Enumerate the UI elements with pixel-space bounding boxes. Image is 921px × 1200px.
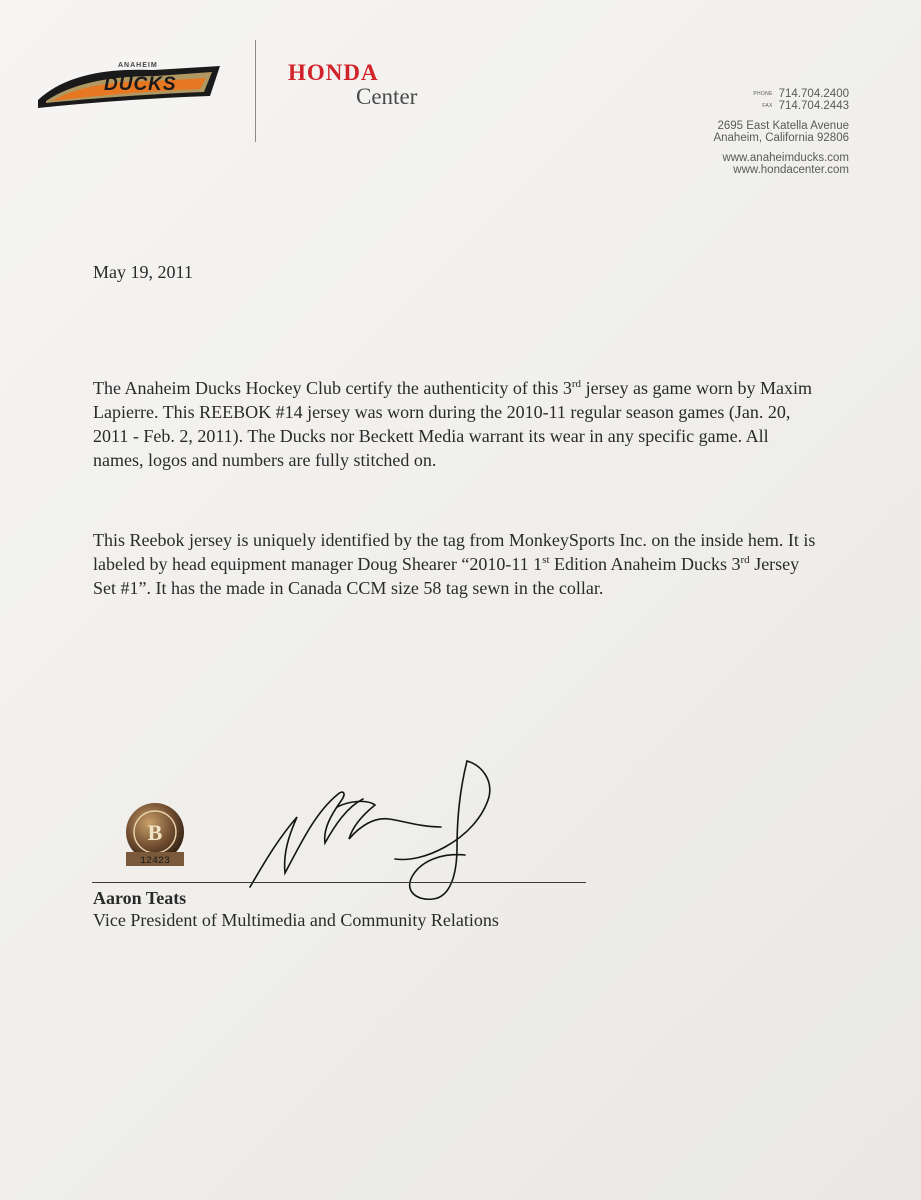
honda-wordmark: HONDA: [288, 60, 379, 85]
phone-row: [713, 88, 849, 100]
ducks-logo-top-text: ANAHEIM: [118, 62, 158, 69]
p2-text-a: This Reebok jersey is uniquely identified by the tag from MonkeySports Inc. on the inside hem. It is labeled by head equipment manager Doug Shearer “2010-11 1: [93, 530, 816, 574]
fax-number: 714.704.2443: [778, 100, 849, 113]
ducks-logo-text: DUCKS: [104, 74, 177, 95]
fax-row: [713, 100, 849, 112]
address-line-1: 2695 East Katella Avenue: [717, 120, 849, 133]
paragraph-1: [93, 376, 823, 472]
center-wordmark: Center: [356, 84, 418, 109]
p2-text-b: Edition Anaheim Ducks 3: [549, 554, 741, 574]
website-honda-center: www.hondacenter.com: [733, 164, 849, 177]
signature-line: [92, 882, 586, 883]
seal-letter: B: [147, 820, 163, 845]
address-line-2: Anaheim, California 92806: [713, 132, 849, 145]
seal-number: 12423: [139, 856, 171, 867]
p1-sup: rd: [571, 378, 582, 390]
website-ducks: www.anaheimducks.com: [722, 152, 849, 165]
paragraph-2: [93, 528, 823, 600]
phone-label: PHONE: [753, 91, 773, 97]
beckett-hologram-seal-icon: [122, 802, 188, 868]
header-divider: [255, 40, 256, 142]
phone-number: 714.704.2400: [778, 88, 849, 101]
fax-label: FAX: [762, 103, 773, 110]
signer-title: Vice President of Multimedia and Community Relations: [93, 910, 499, 930]
anaheim-ducks-logo-icon: [34, 56, 224, 116]
letter-date: May 19, 2011: [93, 262, 193, 282]
p1-text-a: The Anaheim Ducks Hockey Club certify the authenticity of this 3: [93, 378, 572, 398]
p2-text-c: Jersey Set #1”. It has the made in Canada CCM size 58 tag sewn in the collar.: [93, 554, 800, 598]
p1-text-b: jersey as game worn by Maxim Lapierre. This REEBOK #14 jersey was worn during the 2010-11 regular season games (Jan. 20, 2011 - Feb. 2, 2011). The Ducks nor Beckett Media warrant its wear in any specific game. All names, logos and numbers are fully stitched on.: [93, 378, 813, 470]
p2-sup-2: rd: [740, 554, 750, 566]
contact-block: [713, 88, 849, 176]
signer-name: Aaron Teats: [93, 888, 187, 908]
p2-sup-1: st: [542, 554, 550, 566]
